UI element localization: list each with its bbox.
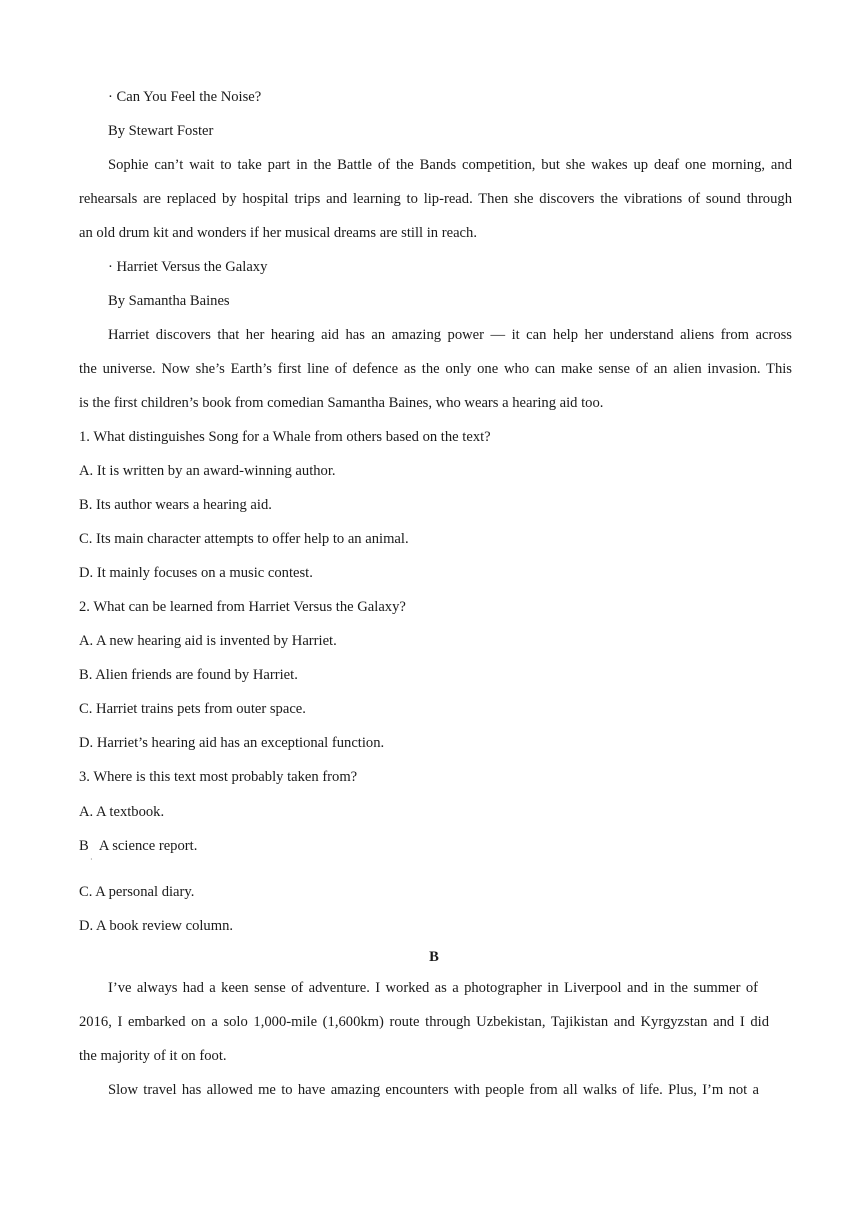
paragraph-line: 2016, I embarked on a solo 1,000-mile (1,600km) route through Uzbekistan, Tajikistan and Kyrgyzstan and I did	[79, 1014, 769, 1030]
answer-option: D. A book review column.	[79, 918, 234, 934]
question-text: 3. Where is this text most probably taken from?	[79, 769, 358, 785]
paragraph-line: I’ve always had a keen sense of adventure. I worked as a photographer in Liverpool and in the summer of	[108, 980, 758, 996]
book-author: By Stewart Foster	[108, 123, 214, 139]
stray-dot-mark: ·	[90, 855, 93, 864]
answer-option: C. Its main character attempts to offer help to an animal.	[79, 531, 409, 547]
answer-option: C. A personal diary.	[79, 884, 195, 900]
answer-option: D. Harriet’s hearing aid has an exceptional function.	[79, 735, 385, 751]
book-description-line: Harriet discovers that her hearing aid has an amazing power — it can help her understand aliens from across	[108, 327, 792, 343]
answer-option: B A science report.	[79, 838, 198, 854]
question-text: 2. What can be learned from Harriet Versus the Galaxy?	[79, 599, 406, 615]
answer-option: A. A new hearing aid is invented by Harriet.	[79, 633, 337, 649]
book-description-line: rehearsals are replaced by hospital trips and learning to lip-read. Then she discovers the vibrations of sound through	[79, 191, 792, 207]
answer-option: D. It mainly focuses on a music contest.	[79, 565, 313, 581]
book-description-line: Sophie can’t wait to take part in the Battle of the Bands competition, but she wakes up deaf one morning, and	[108, 157, 792, 173]
section-heading: B	[429, 949, 439, 965]
book-title: · Can You Feel the Noise?	[108, 89, 262, 105]
book-description-line: is the first children’s book from comedian Samantha Baines, who wears a hearing aid too.	[79, 395, 604, 411]
book-author: By Samantha Baines	[108, 293, 230, 309]
paragraph-line: the majority of it on foot.	[79, 1048, 227, 1064]
book-title: · Harriet Versus the Galaxy	[108, 259, 268, 275]
paragraph-line: Slow travel has allowed me to have amazing encounters with people from all walks of life. Plus, I’m not a	[108, 1082, 759, 1098]
answer-option: C. Harriet trains pets from outer space.	[79, 701, 306, 717]
answer-option: B. Its author wears a hearing aid.	[79, 497, 272, 513]
book-description-line: the universe. Now she’s Earth’s first line of defence as the only one who can make sense of an alien invasion. This	[79, 361, 792, 377]
answer-option: A. It is written by an award-winning author.	[79, 463, 336, 479]
answer-option: A. A textbook.	[79, 804, 165, 820]
answer-option: B. Alien friends are found by Harriet.	[79, 667, 298, 683]
book-description-line: an old drum kit and wonders if her musical dreams are still in reach.	[79, 225, 477, 241]
question-text: 1. What distinguishes Song for a Whale from others based on the text?	[79, 429, 491, 445]
